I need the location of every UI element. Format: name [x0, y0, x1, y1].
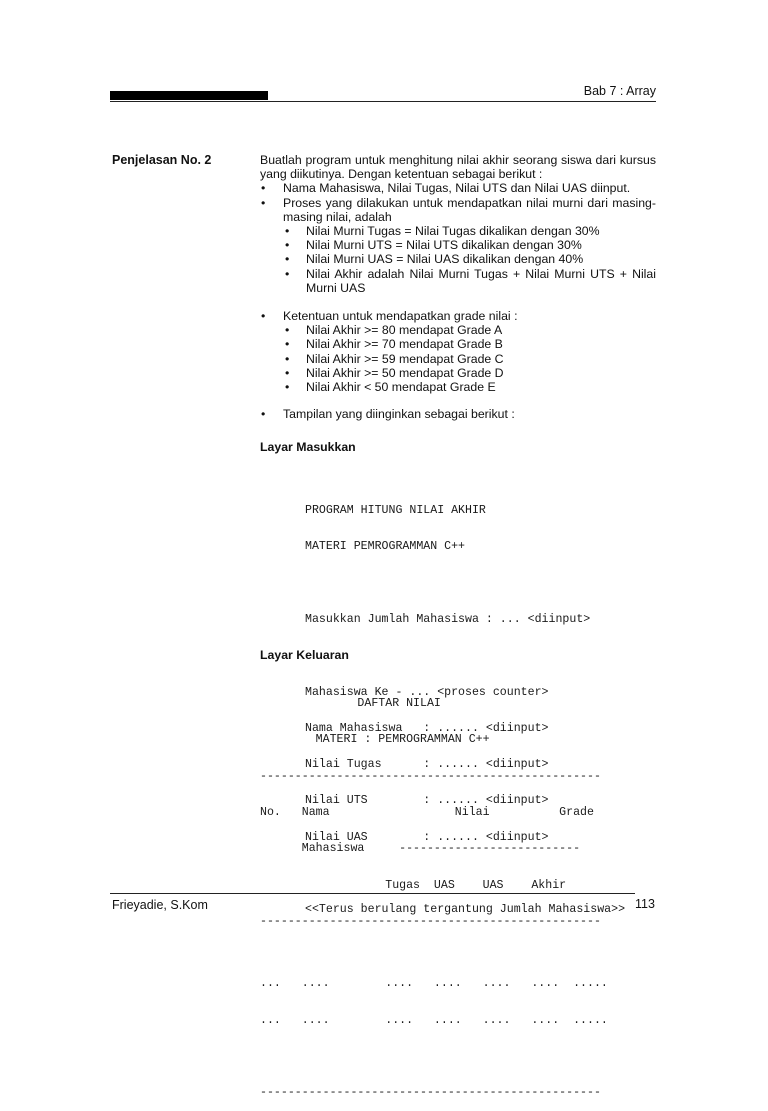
grade-item: • Nilai Akhir < 50 mendapat Grade E [283, 380, 656, 394]
listing-line [305, 650, 625, 662]
listing-line: ------------------------------------------------- [260, 1086, 601, 1100]
grade-item: • Nilai Akhir >= 50 mendapat Grade D [283, 366, 656, 380]
bullet-tampilan: • Tampilan yang diinginkan sebagai berikut : [260, 407, 656, 421]
content-block [260, 153, 656, 421]
chapter-title: Bab 7 : Array [583, 84, 656, 98]
footer-rule [110, 893, 635, 894]
grade-item: • Nilai Akhir >= 80 mendapat Grade A [283, 323, 656, 337]
grade-list [283, 323, 656, 394]
listing-line: Nilai UTS : ...... <diinput> [305, 794, 549, 808]
header-bar [110, 91, 268, 100]
bullet-proses-text: Proses yang dilakukan untuk mendapatkan nilai murni dari masing-masing nilai, adalah [283, 195, 656, 224]
proses-item: • Nilai Akhir adalah Nilai Murni Tugas + Nilai Murni UTS + Nilai Murni UAS [283, 267, 656, 295]
listing-line: ... .... .... .... .... .... ..... [260, 977, 608, 991]
requirements-list [260, 181, 656, 295]
bullet-proses [260, 196, 656, 295]
listing-line: PROGRAM HITUNG NILAI AKHIR [305, 504, 486, 518]
listing-line: Nama Mahasiswa : ...... <diinput> [305, 721, 549, 735]
listing-line: Mahasiswa Ke - ... <proses counter> [305, 685, 549, 699]
tampilan-section [260, 407, 656, 421]
page-number: 113 [635, 897, 655, 911]
grade-intro: Ketentuan untuk mendapatkan grade nilai : [283, 309, 518, 324]
listing-line: MATERI : PEMROGRAMMAN C++ [260, 733, 490, 747]
output-screen-heading: Layar Keluaran [260, 648, 349, 662]
listing-line: <<Terus berulang tergantung Jumlah Mahasiswa>> [305, 903, 626, 917]
listing-line: No. Nama Nilai Grade [260, 806, 594, 820]
input-screen-heading: Layar Masukkan [260, 440, 356, 454]
intro-paragraph: Buatlah program untuk menghitung nilai akhir seorang siswa dari kursus yang diikutinya. Dengan ketentuan sebagai berikut : [260, 153, 656, 182]
listing-line: Masukkan Jumlah Mahasiswa : ... <diinput> [305, 613, 591, 627]
footer-author: Frieyadie, S.Kom [112, 898, 208, 912]
listing-line: Tugas UAS UAS Akhir [260, 878, 567, 892]
proses-item: • Nilai Murni Tugas = Nilai Tugas dikalikan dengan 30% [283, 224, 656, 238]
listing-line: DAFTAR NILAI [260, 697, 441, 711]
grade-item: • Nilai Akhir >= 59 mendapat Grade C [283, 352, 656, 366]
listing-line: ------------------------------------------------- [260, 914, 601, 928]
listing-line [260, 1051, 608, 1063]
listing-line: Nilai Tugas : ...... <diinput> [305, 758, 549, 772]
listing-line: ... .... .... .... .... .... ..... [260, 1013, 608, 1027]
grade-section [260, 309, 656, 394]
grade-item: • Nilai Akhir >= 70 mendapat Grade B [283, 337, 656, 351]
listing-line: Nilai UAS : ...... <diinput> [305, 830, 549, 844]
listing-line [305, 578, 625, 590]
section-label: Penjelasan No. 2 [112, 153, 212, 167]
listing-line: Mahasiswa -------------------------- [260, 842, 581, 856]
proses-list [283, 224, 656, 295]
bullet-grade [260, 309, 656, 394]
header-rule [110, 101, 656, 102]
bullet-input: • Nama Mahasiswa, Nilai Tugas, Nilai UTS dan Nilai UAS diinput. [260, 181, 656, 195]
proses-item: • Nilai Murni UAS = Nilai UAS dikalikan dengan 40% [283, 252, 656, 266]
proses-item: • Nilai Murni UTS = Nilai UTS dikalikan dengan 30% [283, 238, 656, 252]
listing-line: ------------------------------------------------- [260, 769, 601, 783]
listing-line: MATERI PEMROGRAMMAN C++ [305, 540, 466, 554]
